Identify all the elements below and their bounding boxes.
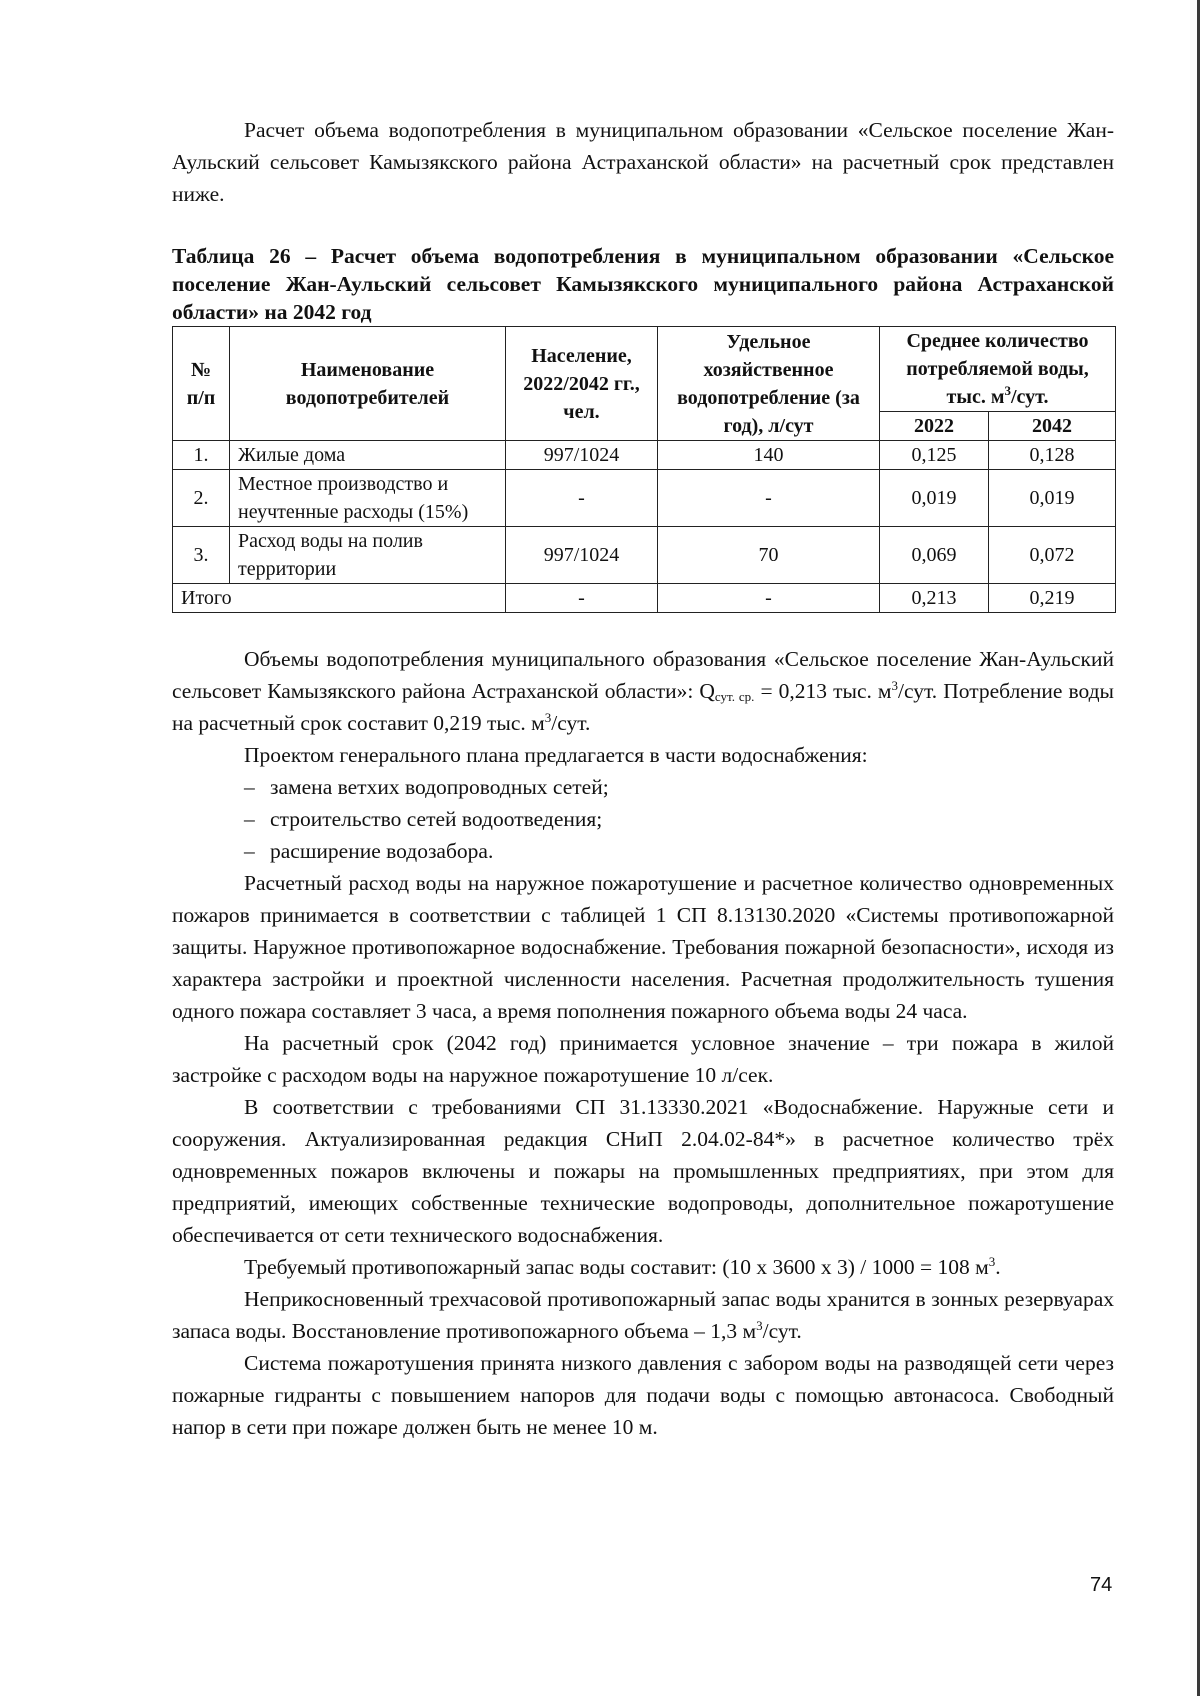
cell-num: 3. — [173, 527, 230, 584]
header-name: Наименование водопотребителей — [230, 327, 506, 441]
document-page — [172, 114, 1114, 1443]
cell-2022: 0,069 — [880, 527, 989, 584]
list-item: – замена ветхих водопроводных сетей; — [244, 771, 1114, 803]
cell-population: 997/1024 — [506, 527, 658, 584]
cell-total-2022: 0,213 — [880, 584, 989, 613]
cell-total-specific: - — [658, 584, 880, 613]
table-row — [173, 441, 1116, 470]
list-item: – строительство сетей водоотведения; — [244, 803, 1114, 835]
plan-paragraph: Проектом генерального плана предлагается в части водоснабжения: — [244, 743, 868, 767]
cell-2022: 0,019 — [880, 470, 989, 527]
table-row — [173, 470, 1116, 527]
water-consumption-table — [172, 326, 1116, 613]
header-year-2022: 2022 — [880, 412, 989, 441]
cell-name: Расход воды на полив территории — [230, 527, 506, 584]
cell-2022: 0,125 — [880, 441, 989, 470]
header-num: № п/п — [173, 327, 230, 441]
intro-paragraph: Расчет объема водопотребления в муниципальном образовании «Сельское поселение Жан-Аульский сельсовет Камызякского района Астраханской области» на расчетный срок представлен ниже. — [172, 118, 1114, 206]
cell-population: 997/1024 — [506, 441, 658, 470]
header-population: Население, 2022/2042 гг., чел. — [506, 327, 658, 441]
cell-num: 1. — [173, 441, 230, 470]
header-year-2042: 2042 — [989, 412, 1116, 441]
cell-name: Жилые дома — [230, 441, 506, 470]
cell-total-label: Итого — [173, 584, 506, 613]
fire-reserve-paragraph: Требуемый противопожарный запас воды составит: (10 х 3600 х 3) / 1000 = 108 $м^3$. — [244, 1254, 1001, 1279]
header-specific: Удельное хозяйственное водопотребление (за год), л/сут — [658, 327, 880, 441]
cell-total-2042: 0,219 — [989, 584, 1116, 613]
header-average: Среднее количество потребляемой воды, тыс. $м^3$/сут. — [880, 327, 1116, 412]
cell-2042: 0,019 — [989, 470, 1116, 527]
consumption-paragraph: Объемы водопотребления муниципального образования «Сельское поселение Жан-Аульский сельсовет Камызякского района Астраханской области»: $Q_{сут. ср.} = 0,213$ тыс. $м^3$/сут. Потребление воды на расчетный срок составит 0,219 тыс. $м^3$/сут. — [172, 647, 1114, 735]
fire-flow-paragraph: Расчетный расход воды на наружное пожаротушение и расчетное количество одновременных пожаров принимается в соответствии с таблицей 1 СП 8.13130.2020 «Системы противопожарной защиты. Наружное противопожарное водоснабжение. Требования пожарной безопасности», исходя из характера застройки и проектной численности населения. Расчетная продолжительность тушения одного пожара составляет 3 часа, а время пополнения пожарного объема воды 24 часа. — [172, 871, 1114, 1023]
system-paragraph: Система пожаротушения принята низкого давления с забором воды на разводящей сети через пожарные гидранты с повышением напоров для подачи воды с помощью автонасоса. Свободный напор в сети при пожаре должен быть не менее 10 м. — [172, 1351, 1114, 1439]
cell-2042: 0,128 — [989, 441, 1116, 470]
cell-num: 2. — [173, 470, 230, 527]
table-row — [173, 527, 1116, 584]
measures-list — [172, 771, 1114, 867]
cell-specific: - — [658, 470, 880, 527]
cell-specific: 140 — [658, 441, 880, 470]
design-period-paragraph: На расчетный срок (2042 год) принимается условное значение – три пожара в жилой застройке с расходом воды на наружное пожаротушение 10 л/сек. — [172, 1031, 1114, 1087]
cell-specific: 70 — [658, 527, 880, 584]
table-caption: Таблица 26 – Расчет объема водопотребления в муниципальном образовании «Сельское поселение Жан-Аульский сельсовет Камызякского муниципального района Астраханской области» на 2042 год — [172, 244, 1114, 324]
table-header-row — [173, 327, 1116, 412]
page-number: 74 — [1090, 1574, 1113, 1596]
cell-2042: 0,072 — [989, 527, 1116, 584]
list-item: – расширение водозабора. — [244, 835, 1114, 867]
table-total-row — [173, 584, 1116, 613]
cell-total-population: - — [506, 584, 658, 613]
regulation-paragraph: В соответствии с требованиями СП 31.13330.2021 «Водоснабжение. Наружные сети и сооружения. Актуализированная редакция СНиП 2.04.02-84*» в расчетное количество трёх одновременных пожаров включены и пожары на промышленных предприятиях, при этом для предприятий, имеющих собственные технические водопроводы, дополнительное пожаротушение обеспечивается от сети технического водоснабжения. — [172, 1095, 1114, 1247]
reserve-storage-paragraph: Неприкосновенный трехчасовой противопожарный запас воды хранится в зонных резервуарах запаса воды. Восстановление противопожарного объема – 1,3 $м^3$/сут. — [172, 1287, 1114, 1343]
cell-population: - — [506, 470, 658, 527]
cell-name: Местное производство и неучтенные расходы (15%) — [230, 470, 506, 527]
